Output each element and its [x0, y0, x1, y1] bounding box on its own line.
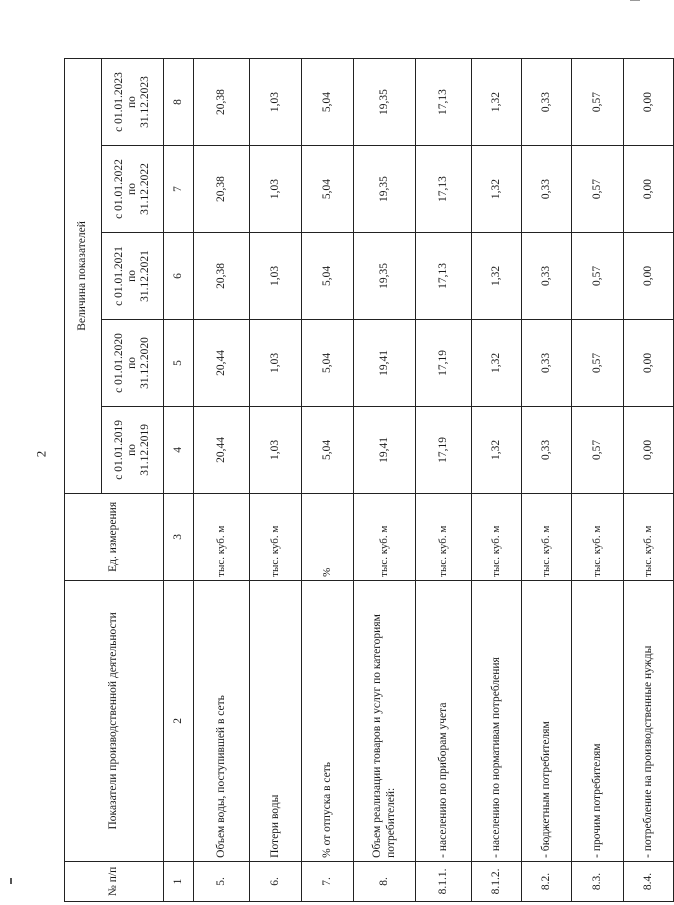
column-number: 3 — [164, 493, 194, 580]
header-period-mid: по — [125, 270, 138, 282]
row-value: 1,32 — [472, 232, 522, 319]
row-value: 19,41 — [354, 406, 416, 493]
row-value: 19,35 — [354, 59, 416, 146]
row-value: 1,32 — [472, 59, 522, 146]
row-unit: % — [302, 493, 354, 580]
row-value: 0,00 — [624, 146, 674, 233]
row-indicator: - населению по нормативам потребления — [472, 580, 522, 861]
table-row — [250, 59, 302, 902]
header-period-from: с 01.01.2021 — [112, 246, 125, 306]
row-indicator: - прочим потребителям — [572, 580, 624, 861]
table-row — [302, 59, 354, 902]
header-unit: Ед. измерения — [65, 493, 164, 580]
column-number: 7 — [164, 146, 194, 233]
row-indicator: - бюджетным потребителям — [522, 580, 572, 861]
row-value: 0,33 — [522, 319, 572, 406]
table-row — [194, 59, 250, 902]
column-number: 4 — [164, 406, 194, 493]
row-indicator: - населению по приборам учета — [416, 580, 472, 861]
header-period-to: 31.12.2020 — [139, 337, 152, 389]
row-value: 5,04 — [302, 406, 354, 493]
header-period-mid: по — [125, 183, 138, 195]
row-value: 1,03 — [250, 319, 302, 406]
row-value: 0,33 — [522, 232, 572, 319]
header-period-from: с 01.01.2019 — [112, 420, 125, 480]
table-row — [522, 59, 572, 902]
row-unit: тыс. куб. м — [354, 493, 416, 580]
row-value: 0,57 — [572, 319, 624, 406]
row-value: 17,13 — [416, 232, 472, 319]
header-period — [102, 146, 164, 233]
row-value: 20,44 — [194, 406, 250, 493]
table-row — [624, 59, 674, 902]
row-unit: тыс. куб. м — [250, 493, 302, 580]
header-period-mid: по — [125, 96, 138, 108]
header-period-to: 31.12.2023 — [139, 76, 152, 128]
row-value: 0,00 — [624, 232, 674, 319]
row-value: 20,38 — [194, 146, 250, 233]
row-value: 1,03 — [250, 406, 302, 493]
row-number: 5. — [194, 861, 250, 901]
table-row — [354, 59, 416, 902]
row-unit: тыс. куб. м — [522, 493, 572, 580]
row-indicator: Объем воды, поступившей в сеть — [194, 580, 250, 861]
row-indicator: - потребление на производственные нужды — [624, 580, 674, 861]
header-period — [102, 406, 164, 493]
row-value: 0,00 — [624, 406, 674, 493]
row-value: 0,33 — [522, 59, 572, 146]
row-number: 8.1.2. — [472, 861, 522, 901]
indicators-table — [64, 58, 674, 902]
corner-mark — [630, 0, 640, 1]
row-number: 8.3. — [572, 861, 624, 901]
row-value: 1,32 — [472, 406, 522, 493]
row-value: 1,32 — [472, 319, 522, 406]
margin-mark — [10, 878, 12, 884]
header-period-to: 31.12.2019 — [139, 424, 152, 476]
table-row — [472, 59, 522, 902]
row-indicator: Объем реализации товаров и услуг по категориям потребителей: — [354, 580, 416, 861]
row-unit: тыс. куб. м — [416, 493, 472, 580]
row-value: 17,19 — [416, 319, 472, 406]
table-container — [64, 58, 655, 902]
row-value: 0,00 — [624, 59, 674, 146]
row-value: 5,04 — [302, 319, 354, 406]
table-row — [416, 59, 472, 902]
row-value: 1,03 — [250, 232, 302, 319]
row-value: 1,03 — [250, 146, 302, 233]
header-period-mid: по — [125, 443, 138, 456]
row-value: 20,38 — [194, 232, 250, 319]
header-period-to: 31.12.2022 — [139, 163, 152, 215]
column-number: 2 — [164, 580, 194, 861]
row-value: 0,57 — [572, 232, 624, 319]
row-indicator: % от отпуска в сеть — [302, 580, 354, 861]
row-unit: тыс. куб. м — [572, 493, 624, 580]
row-number: 8.1.1. — [416, 861, 472, 901]
row-value: 17,13 — [416, 59, 472, 146]
row-value: 0,33 — [522, 146, 572, 233]
header-period-from: с 01.01.2022 — [112, 159, 125, 219]
header-period-from: с 01.01.2023 — [112, 72, 125, 132]
row-value: 19,41 — [354, 319, 416, 406]
row-value: 17,13 — [416, 146, 472, 233]
header-period-from: с 01.01.2020 — [112, 333, 125, 393]
row-value: 0,57 — [572, 146, 624, 233]
row-unit: тыс. куб. м — [194, 493, 250, 580]
header-group: Величина показателей — [65, 59, 102, 494]
row-value: 20,44 — [194, 319, 250, 406]
row-unit: тыс. куб. м — [624, 493, 674, 580]
row-value: 1,03 — [250, 59, 302, 146]
table-row — [572, 59, 624, 902]
row-value: 5,04 — [302, 232, 354, 319]
row-value: 0,57 — [572, 59, 624, 146]
header-indicator: Показатели производственной деятельности — [65, 580, 164, 861]
row-value: 5,04 — [302, 59, 354, 146]
column-number: 8 — [164, 59, 194, 146]
header-num: № п/п — [65, 861, 164, 901]
row-number: 8.2. — [522, 861, 572, 901]
row-indicator: Потери воды — [250, 580, 302, 861]
row-value: 19,35 — [354, 146, 416, 233]
row-value: 0,00 — [624, 319, 674, 406]
row-number: 8. — [354, 861, 416, 901]
row-value: 0,33 — [522, 406, 572, 493]
row-number: 7. — [302, 861, 354, 901]
header-period-to: 31.12.2021 — [139, 250, 152, 302]
row-value: 1,32 — [472, 146, 522, 233]
header-period-mid: по — [125, 356, 138, 369]
row-unit: тыс. куб. м — [472, 493, 522, 580]
row-value: 17,19 — [416, 406, 472, 493]
header-period — [102, 319, 164, 406]
row-value: 20,38 — [194, 59, 250, 146]
column-number: 1 — [164, 861, 194, 901]
row-value: 5,04 — [302, 146, 354, 233]
column-number: 6 — [164, 232, 194, 319]
header-period — [102, 232, 164, 319]
row-value: 0,57 — [572, 406, 624, 493]
column-number: 5 — [164, 319, 194, 406]
row-number: 6. — [250, 861, 302, 901]
header-period — [102, 59, 164, 146]
page-number: 2 — [33, 450, 49, 458]
row-value: 19,35 — [354, 232, 416, 319]
row-number: 8.4. — [624, 861, 674, 901]
